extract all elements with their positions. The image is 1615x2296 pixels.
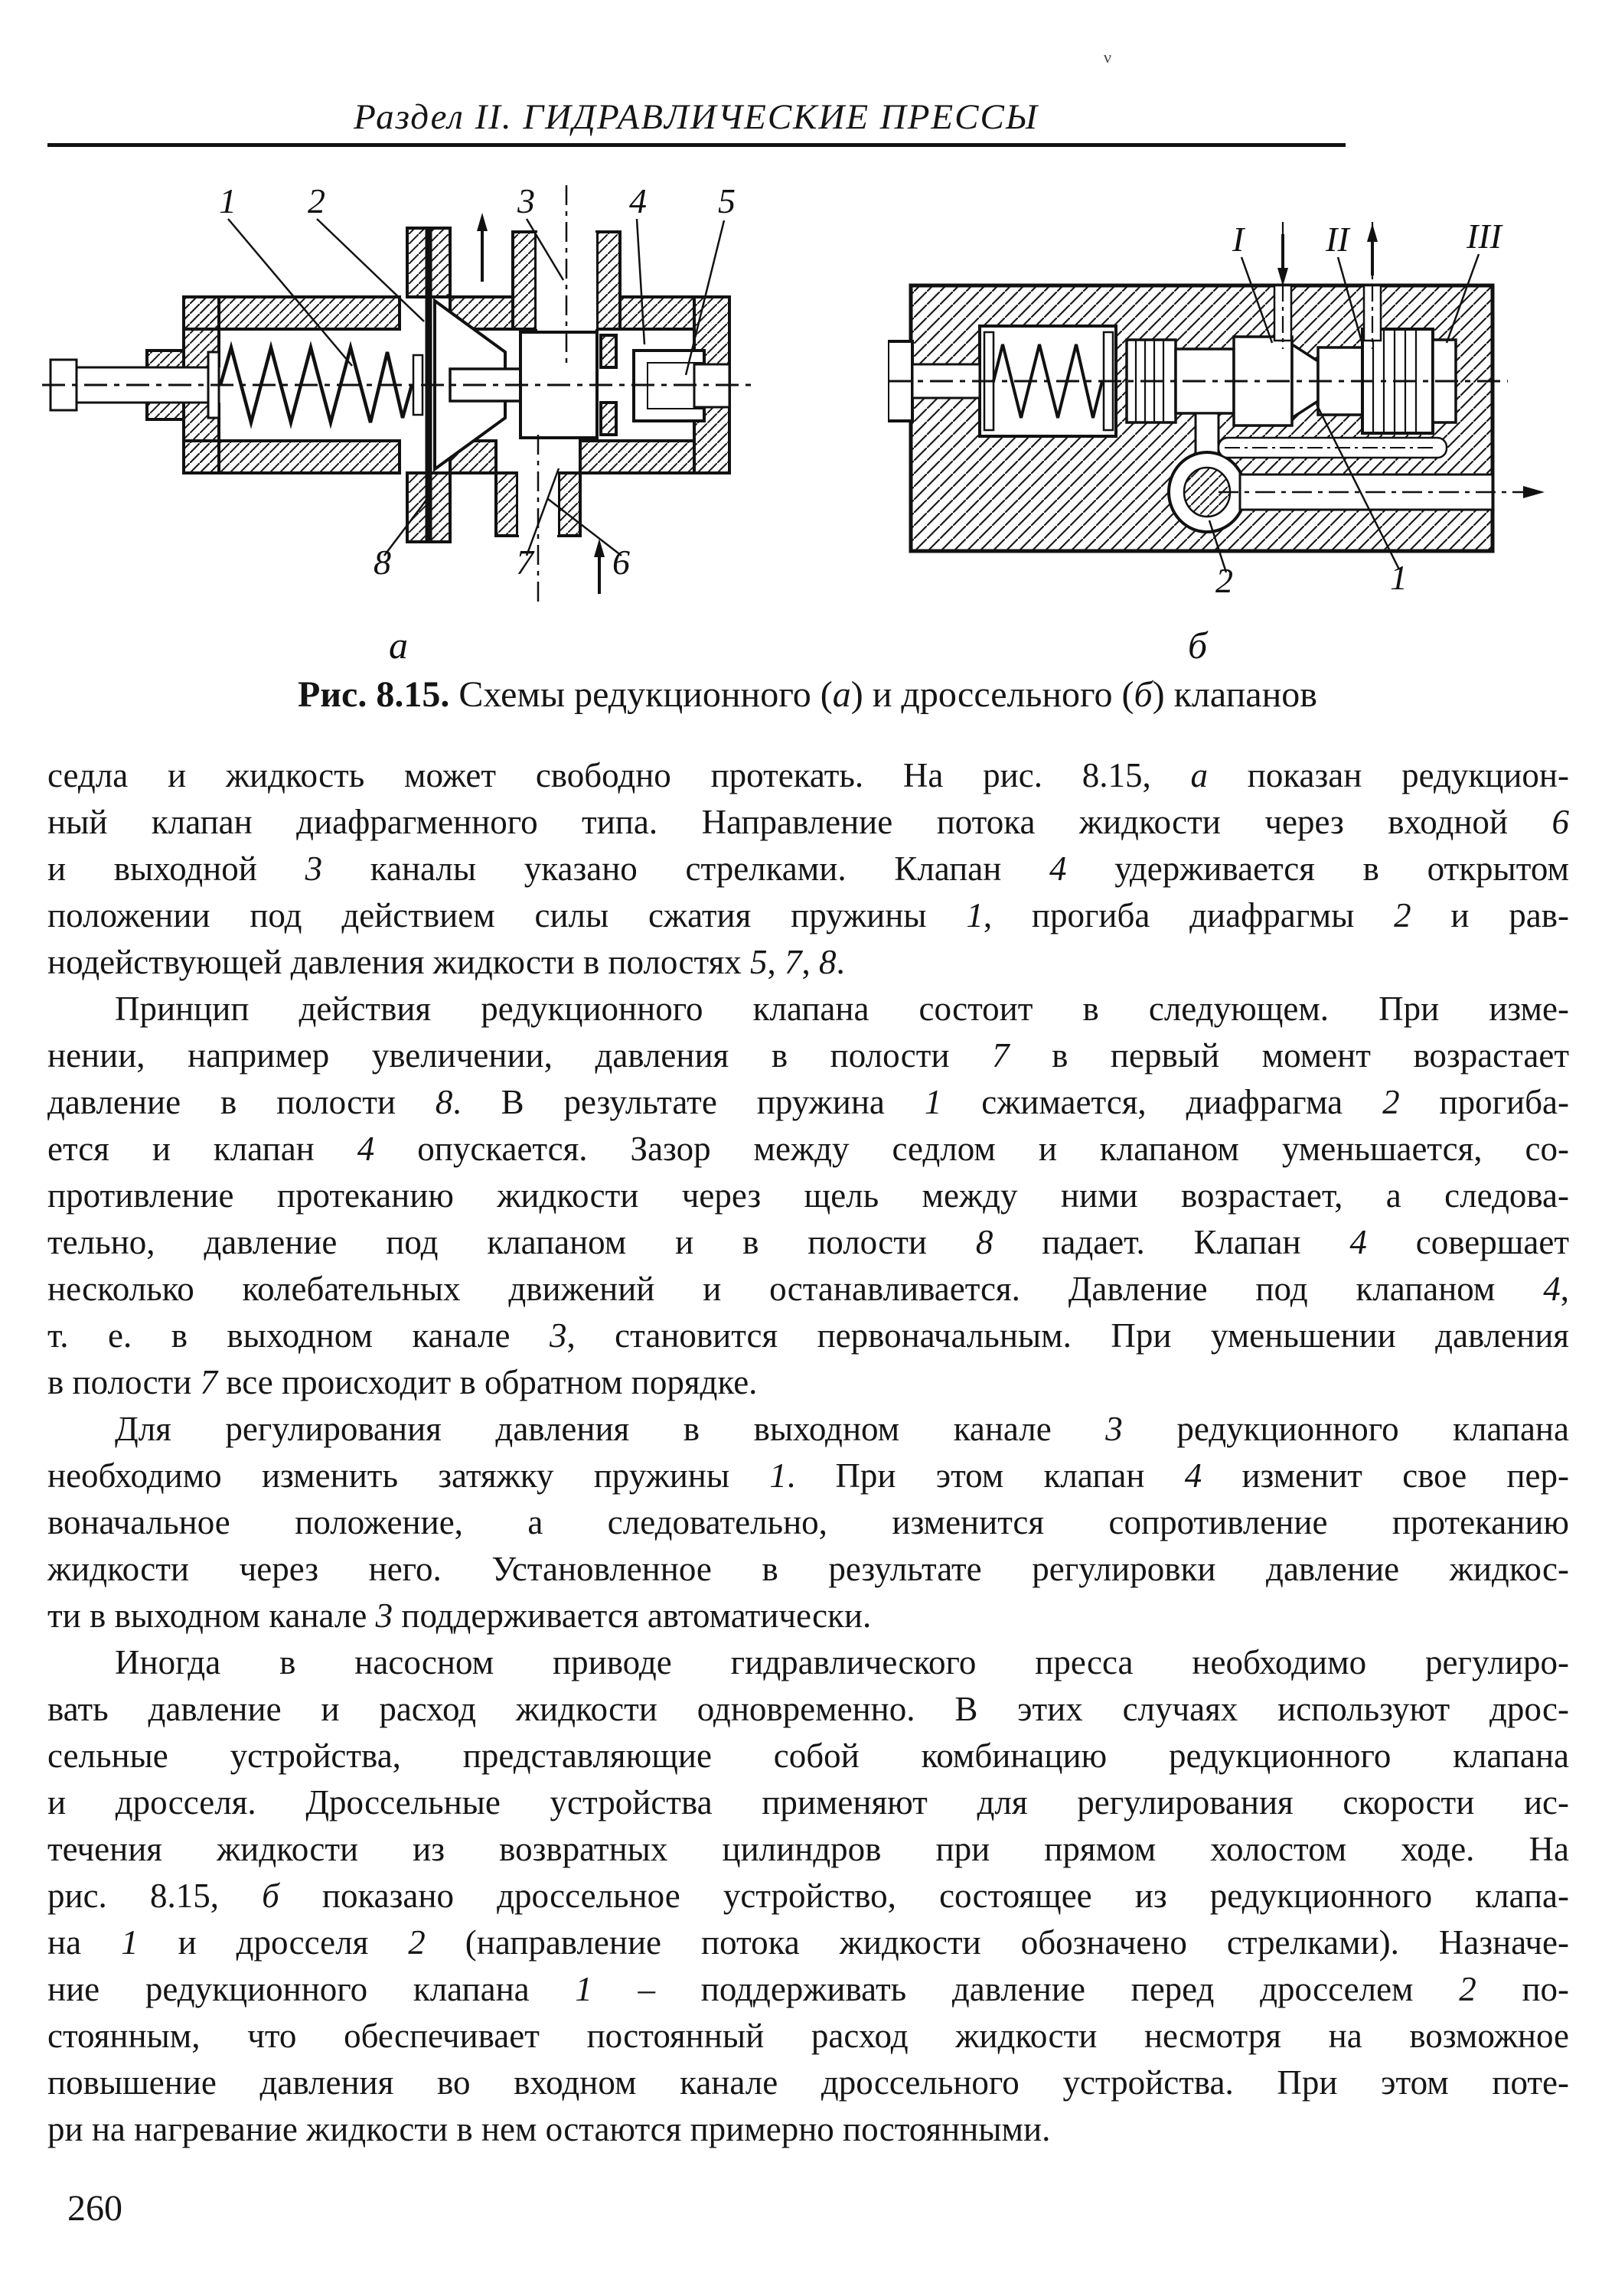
callout-a-1: 1 (219, 181, 237, 220)
page-header: Раздел II. ГИДРАВЛИЧЕСКИЕ ПРЕССЫ (354, 97, 1039, 137)
paragraph (47, 752, 1569, 986)
text-line (47, 1126, 1569, 1172)
text-segment: 7 (200, 1363, 218, 1401)
text-segment: сжимается, диафрагма (941, 1083, 1383, 1121)
text-segment: 4 (1543, 1270, 1561, 1308)
text-segment: 6 (1551, 803, 1569, 841)
text-segment: – поддерживать давление перед дросселем (592, 1970, 1460, 2008)
text-segment: 5 (750, 943, 768, 981)
text-line (47, 1453, 1569, 1499)
text-segment: 7 (785, 943, 802, 981)
text-segment: ри на нагревание жидкости в нем остаются примерно постоянными. (47, 2110, 1051, 2148)
callout-a-7: 7 (516, 543, 533, 582)
text-line (47, 799, 1569, 846)
text-segment: удерживается в открытом (1066, 850, 1569, 888)
text-line (47, 1826, 1569, 1873)
text-segment: редукционного клапана (1122, 1410, 1569, 1448)
outlet-flow-up-arrow-icon (477, 213, 488, 282)
text-segment: рис. 8.15, (47, 1877, 263, 1915)
text-segment: сельные устройства, представляющие собой комбинацию редукционного клапана (47, 1737, 1569, 1775)
callout-b-III: III (1467, 217, 1502, 256)
text-line (47, 1359, 1569, 1406)
text-segment: 1 (121, 1923, 139, 1962)
text-segment: ется и клапан (47, 1130, 357, 1168)
text-line (47, 1406, 1569, 1453)
text-segment: а (1190, 756, 1209, 794)
text-segment: в первый момент возрастает (1009, 1036, 1569, 1075)
text-segment: поддерживается автоматически. (393, 1596, 872, 1635)
text-line (47, 1779, 1569, 1826)
text-segment: Для регулирования давления в выходном канале (115, 1410, 1106, 1448)
callout-a-2: 2 (308, 181, 325, 220)
text-segment: изменит свое пер- (1202, 1456, 1570, 1495)
text-segment: необходимо изменить затяжку пружины (47, 1456, 770, 1495)
text-segment: течения жидкости из возвратных цилиндров при прямом холостом ходе. На (47, 1830, 1569, 1868)
text-segment: ) и дроссельного ( (850, 674, 1134, 715)
text-segment: 4 (1349, 1223, 1367, 1261)
paragraph (47, 1639, 1569, 2153)
text-line (47, 1499, 1569, 1546)
text-segment: 4 (357, 1130, 375, 1168)
throttle-device-diagram (888, 174, 1615, 672)
text-segment: 3 (375, 1596, 393, 1635)
text-segment: давление в полости (47, 1083, 436, 1121)
text-segment: , (801, 943, 820, 981)
text-line (47, 1079, 1569, 1126)
callout-a-5: 5 (718, 181, 736, 220)
text-segment: 8 (435, 1083, 453, 1121)
text-segment: . В результате пружина (452, 1083, 925, 1121)
diagram-b-label: б (1188, 624, 1208, 667)
callout-b-I: I (1232, 220, 1245, 259)
inlet-flow-up-arrow-icon (594, 539, 605, 594)
text-line (47, 1966, 1569, 2013)
header-rule (47, 143, 1346, 147)
text-segment: 8 (975, 1223, 993, 1261)
text-line (47, 1172, 1569, 1219)
text-segment: опускается. Зазор между седлом и клапаном уменьшается, со- (374, 1130, 1569, 1168)
page-number: 260 (67, 2188, 122, 2229)
text-line (47, 1032, 1569, 1079)
text-segment: каналы указано стрелками. Клапан (322, 850, 1050, 888)
figure-diagram-b (888, 174, 1615, 672)
text-segment: ) клапанов (1152, 674, 1317, 715)
text-segment: падает. Клапан (993, 1223, 1350, 1261)
callout-b-2: 2 (1215, 561, 1233, 600)
text-segment: . При этом клапан (786, 1456, 1185, 1495)
text-segment: в полости (47, 1363, 201, 1401)
text-segment: и рав- (1411, 896, 1570, 934)
exit-right-arrow-icon (1523, 486, 1545, 498)
text-segment: . (836, 943, 845, 981)
text-segment: 7 (992, 1036, 1010, 1075)
text-segment: и выходной (47, 850, 305, 888)
callout-b-1: 1 (1390, 558, 1408, 597)
text-line (47, 939, 1569, 986)
text-segment: б (262, 1877, 279, 1915)
text-segment: положении под действием силы сжатия пружины (47, 896, 967, 934)
text-segment: ный клапан диафрагменного типа. Направление потока жидкости через входной (47, 803, 1552, 841)
text-line (47, 846, 1569, 892)
text-segment: , становится первоначальным. При уменьшении давления (566, 1316, 1569, 1355)
text-line (47, 1733, 1569, 1779)
text-line (47, 986, 1569, 1032)
text-segment: 2 (1382, 1083, 1400, 1121)
text-segment: 1 (575, 1970, 592, 2008)
text-segment: ти в выходном канале (47, 1596, 376, 1635)
text-segment: 2 (1394, 896, 1411, 934)
text-segment: 1 (966, 896, 984, 934)
text-line (47, 1873, 1569, 1919)
inlet-down-arrow-icon (1277, 234, 1288, 286)
text-segment: 1 (769, 1456, 787, 1495)
text-segment: показан редукцион- (1208, 756, 1569, 794)
text-segment: прогиба- (1399, 1083, 1569, 1121)
text-segment: ние редукционного клапана (47, 1970, 576, 2008)
text-segment: , (767, 943, 785, 981)
text-segment: 3 (1105, 1410, 1123, 1448)
text-line (47, 2060, 1569, 2106)
body-text (47, 752, 1569, 2153)
callout-a-6: 6 (612, 543, 630, 582)
text-segment: воначальное положение, а следовательно, изменится сопротивление протеканию (47, 1503, 1569, 1541)
text-segment: стоянным, что обеспечивает постоянный расход жидкости несмотря на возможное (47, 2017, 1569, 2055)
text-segment: 4 (1049, 850, 1067, 888)
text-segment: а (832, 674, 851, 715)
text-line (47, 1546, 1569, 1593)
text-line (47, 892, 1569, 939)
text-segment: , (1560, 1270, 1569, 1308)
text-line (47, 2106, 1569, 2153)
text-line (47, 1266, 1569, 1313)
text-segment: совершает (1366, 1223, 1569, 1261)
text-segment: нодействующей давления жидкости в полостях (47, 943, 751, 981)
scan-artifact-mark: ν (1104, 47, 1111, 67)
text-segment: , прогиба диафрагмы (983, 896, 1395, 934)
text-line (47, 1919, 1569, 1966)
paragraph (47, 986, 1569, 1406)
callout-a-4: 4 (629, 181, 647, 220)
text-segment: повышение давления во входном канале дроссельного устройства. При этом поте- (47, 2063, 1569, 2102)
text-segment: 1 (924, 1083, 942, 1121)
text-segment: б (1134, 674, 1153, 715)
paragraph (47, 1406, 1569, 1639)
text-line (47, 2013, 1569, 2060)
text-segment: (направление потока жидкости обозначено стрелками). Назначе- (425, 1923, 1569, 1962)
text-segment: вать давление и расход жидкости одновременно. В этих случаях используют дрос- (47, 1690, 1569, 1728)
text-segment: 3 (549, 1316, 567, 1355)
text-line (47, 1639, 1569, 1686)
callout-a-8: 8 (374, 543, 391, 582)
text-segment: противление протеканию жидкости через щель между ними возрастает, а следова- (47, 1176, 1569, 1215)
text-line (47, 1686, 1569, 1733)
text-segment: и дросселя (138, 1923, 409, 1962)
text-segment: 2 (1459, 1970, 1476, 2008)
callout-b-II: II (1326, 220, 1349, 259)
text-segment: 3 (305, 850, 323, 888)
text-segment: Рис. 8.15. (298, 674, 450, 715)
text-segment: показано дроссельное устройство, состоящее из редукционного клапа- (279, 1877, 1569, 1915)
text-segment: на (47, 1923, 122, 1962)
text-line (47, 1593, 1569, 1639)
callout-a-3: 3 (517, 181, 535, 220)
text-segment: 4 (1184, 1456, 1202, 1495)
text-segment: жидкости через него. Установленное в результате регулировки давление жидкос- (47, 1550, 1569, 1588)
text-segment: Схемы редукционного ( (449, 674, 833, 715)
outlet-up-arrow-icon (1367, 223, 1378, 276)
text-segment: тельно, давление под клапаном и в полости (47, 1223, 976, 1261)
text-segment: Иногда в насосном приводе гидравлического пресса необходимо регулиро- (115, 1643, 1569, 1681)
figure-caption (0, 673, 1615, 716)
diagram-a-label: а (389, 624, 408, 667)
text-segment: нении, например увеличении, давления в полости (47, 1036, 993, 1075)
reducing-valve-diagram (31, 174, 765, 672)
text-segment: седла и жидкость может свободно протекать. На рис. 8.15, (47, 756, 1191, 794)
text-segment: т. е. в выходном канале (47, 1316, 550, 1355)
text-segment: и дросселя. Дроссельные устройства применяют для регулирования скорости ис- (47, 1783, 1569, 1821)
text-segment: несколько колебательных движений и останавливается. Давление под клапаном (47, 1270, 1544, 1308)
text-line (47, 1313, 1569, 1359)
text-line (47, 752, 1569, 799)
text-line (47, 1219, 1569, 1266)
figure-diagram-a (31, 174, 765, 672)
text-segment: Принцип действия редукционного клапана состоит в следующем. При изме- (115, 990, 1569, 1028)
text-segment: по- (1476, 1970, 1570, 2008)
text-segment: 8 (819, 943, 837, 981)
text-segment: 2 (408, 1923, 426, 1962)
text-segment: все происходит в обратном порядке. (217, 1363, 758, 1401)
